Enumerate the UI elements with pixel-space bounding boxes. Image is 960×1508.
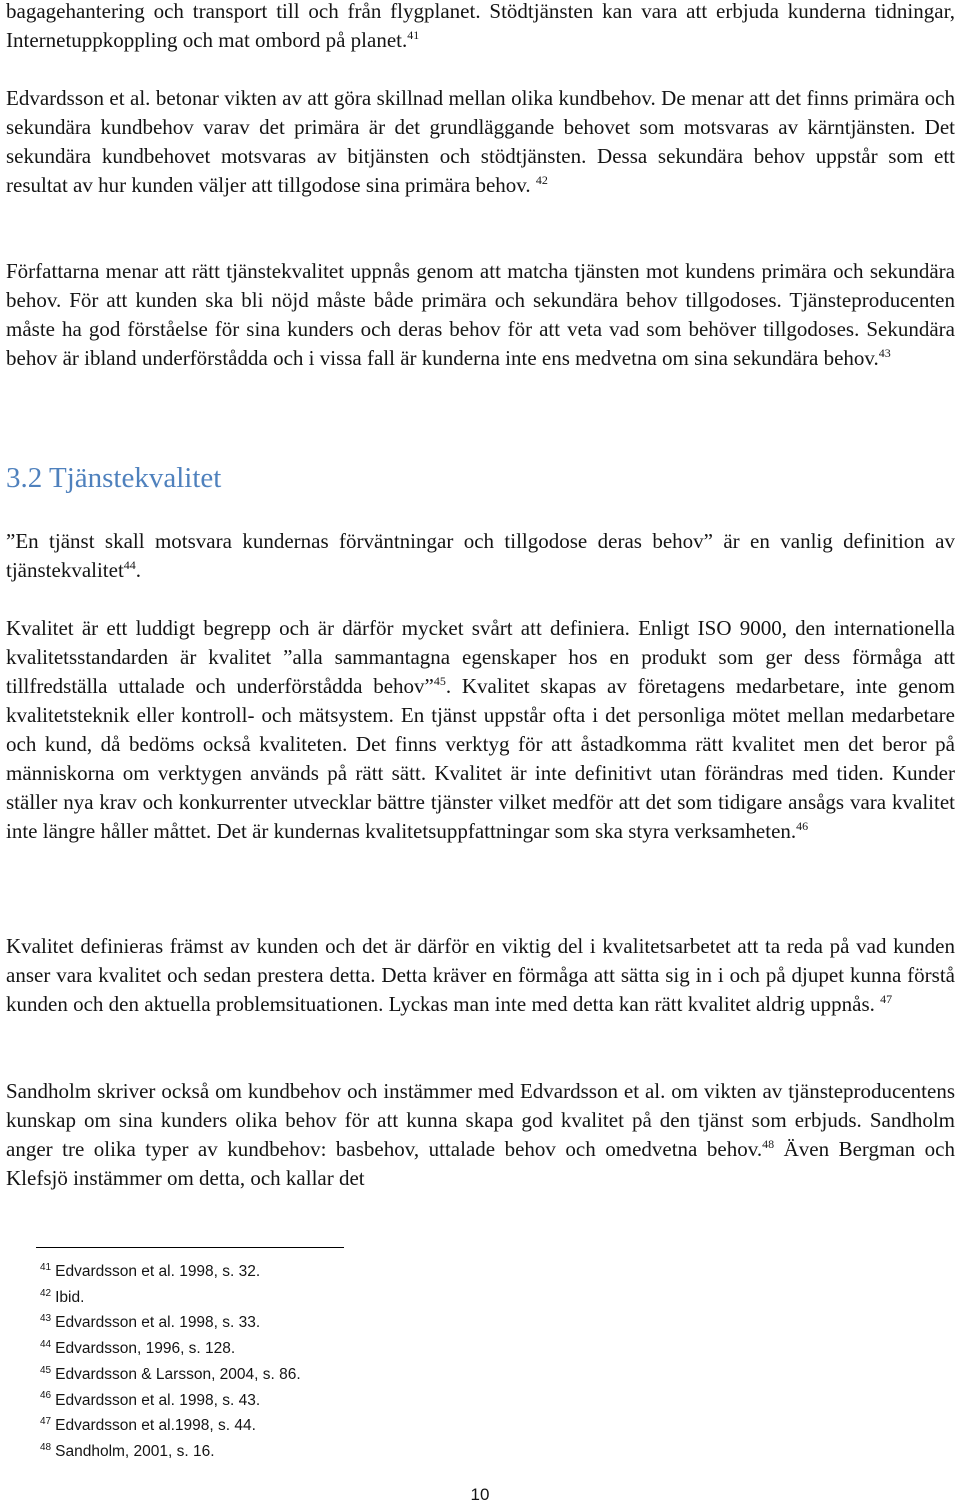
footnote-ref[interactable]: 45 (433, 674, 446, 688)
footnote-list (40, 1259, 301, 1465)
paragraph-text: Även Bergman och Klefsjö instämmer om detta, och kallar det (6, 1137, 956, 1190)
footnote-text: Edvardsson et al.1998, s. 44. (55, 1417, 256, 1435)
paragraph-text: Edvardsson et al. betonar vikten av att göra skillnad mellan olika kundbehov. De menar att det finns primära och sekundära kundbehov varav det primära är det grundläggande behovet som motsvaras av kärntjänsten. Det sekundära kundbehovet motsvaras av bitjänsten och stödtjänsten. Dessa sekundära behov uppstår som ett resultat av hur kunden väljer att tillgodose sina primära behov. (6, 86, 955, 197)
footnote-ref[interactable]: 41 (407, 28, 420, 42)
paragraph-text: Kvalitet definieras främst av kunden och det är därför en viktig del i kvalitetsarbetet att ta reda på vad kunden anser vara kvalitet och sedan prestera detta. Detta kräver en förmåga att sätta sig in i och på djupet kunna förstå kunden och den aktuella problemsituationen. Lyckas man inte med detta kan rätt kvalitet aldrig uppnås. (6, 934, 955, 1016)
footnote-ref[interactable]: 42 (535, 173, 548, 187)
section-heading: 3.2 Tjänstekvalitet (6, 462, 222, 494)
footnote-text: Ibid. (55, 1288, 85, 1306)
footnote-text: Edvardsson, 1996, s. 128. (55, 1340, 236, 1358)
footnote (40, 1413, 301, 1439)
footnote-text: Sandholm, 2001, s. 16. (55, 1442, 215, 1460)
footnote-text: Edvardsson & Larsson, 2004, s. 86. (55, 1365, 301, 1383)
footnote (40, 1259, 301, 1285)
page-number: 10 (470, 1485, 490, 1504)
footnote-number: 42 (40, 1287, 52, 1299)
footnote (40, 1285, 301, 1311)
paragraph-text: bagagehantering och transport till och från flygplanet. Stödtjänsten kan vara att erbjuda kunderna tidningar, Internetuppkoppling och mat ombord på planet. (6, 0, 955, 52)
footnote-ref[interactable]: 47 (880, 992, 893, 1006)
paragraph-3 (6, 257, 955, 373)
footnote-text: Edvardsson et al. 1998, s. 32. (55, 1263, 261, 1280)
footnote-number: 41 (40, 1261, 52, 1273)
footnote (40, 1388, 301, 1414)
paragraph-text: . Kvalitet skapas av företagens medarbetare, inte genom kvalitetsteknik eller kontroll- och mätsystem. En tjänst uppstår ofta i det personliga mötet mellan medarbetare och kund, då bedöms också kvaliteten. Det finns verktyg för att åstadkomma rätt kvalitet men det beror på människorna om verktygen används på rätt sätt. Kvalitet är inte definitivt utan förändras med tiden. Kunder ställer nya krav och konkurrenter utvecklar bättre tjänster vilket medför att det som tidigare ansågs vara kvalitet inte längre håller måttet. Det är kundernas kvalitetsuppfattningar som ska styra verksamheten. (6, 674, 955, 843)
footnote-ref[interactable]: 48 (762, 1137, 775, 1151)
footnote-text: Edvardsson et al. 1998, s. 43. (55, 1391, 261, 1409)
footnote-number: 48 (40, 1441, 52, 1453)
footnote-ref[interactable]: 43 (878, 346, 891, 360)
footnote-ref[interactable]: 44 (123, 558, 136, 572)
footnote-number: 45 (40, 1364, 52, 1376)
paragraph-7 (6, 1077, 955, 1193)
paragraph-text: Sandholm skriver också om kundbehov och instämmer med Edvardsson et al. om vikten av tjänsteproducentens kunskap om sina kunders olika behov för att kunna skapa god kvalitet på den tjänst som erbjuds. Sandholm anger tre olika typer av kundbehov: basbehov, uttalade behov och omedvetna behov. (6, 1079, 955, 1161)
footnote-number: 44 (40, 1338, 52, 1350)
footnote (40, 1439, 301, 1465)
footnote-number: 46 (40, 1390, 52, 1402)
footnote-separator (36, 1247, 344, 1248)
paragraph-2 (6, 84, 955, 200)
paragraph-6 (6, 932, 955, 1019)
quote-paragraph: ”En tjänst skall motsvara kundernas förväntningar och tillgodose deras behov” är en vanlig definition av tjänstekvalitet$^{44}$. (6, 529, 955, 582)
paragraph-text: Kvalitet är ett luddigt begrepp och är därför mycket svårt att definiera. Enligt ISO 9000, den internationella kvalitetsstandarden är kvalitet ”alla sammantagna egenskaper hos en produkt som ger dess förmåga att tillfredställa uttalade och underförstådda behov” (6, 616, 955, 698)
paragraph-text: Författarna menar att rätt tjänstekvalitet uppnås genom att matcha tjänsten mot kundens primära och sekundära behov. För att kunden ska bli nöjd måste både primära och sekundära behov tillgodoses. Tjänsteproducenten måste ha god förståelse för sina kunders och deras behov för att veta vad som behöver tillgodoses. Sekundära behov är ibland underförstådda och i vissa fall är kunderna inte ens medvetna om sina sekundära behov. (6, 259, 955, 370)
footnote (40, 1336, 301, 1362)
footnote (40, 1362, 301, 1388)
footnote (40, 1310, 301, 1336)
paragraph-5 (6, 614, 955, 846)
footnote-number: 43 (40, 1313, 52, 1325)
paragraph-1 (6, 0, 955, 55)
quote-text: ”En tjänst skall motsvara kundernas förväntningar och tillgodose deras behov” är en vanlig definition av tjänstekvalitet (6, 529, 955, 582)
footnote-ref[interactable]: 46 (796, 819, 809, 833)
footnote-number: 47 (40, 1416, 52, 1428)
footnote-text: Edvardsson et al. 1998, s. 33. (55, 1314, 261, 1332)
